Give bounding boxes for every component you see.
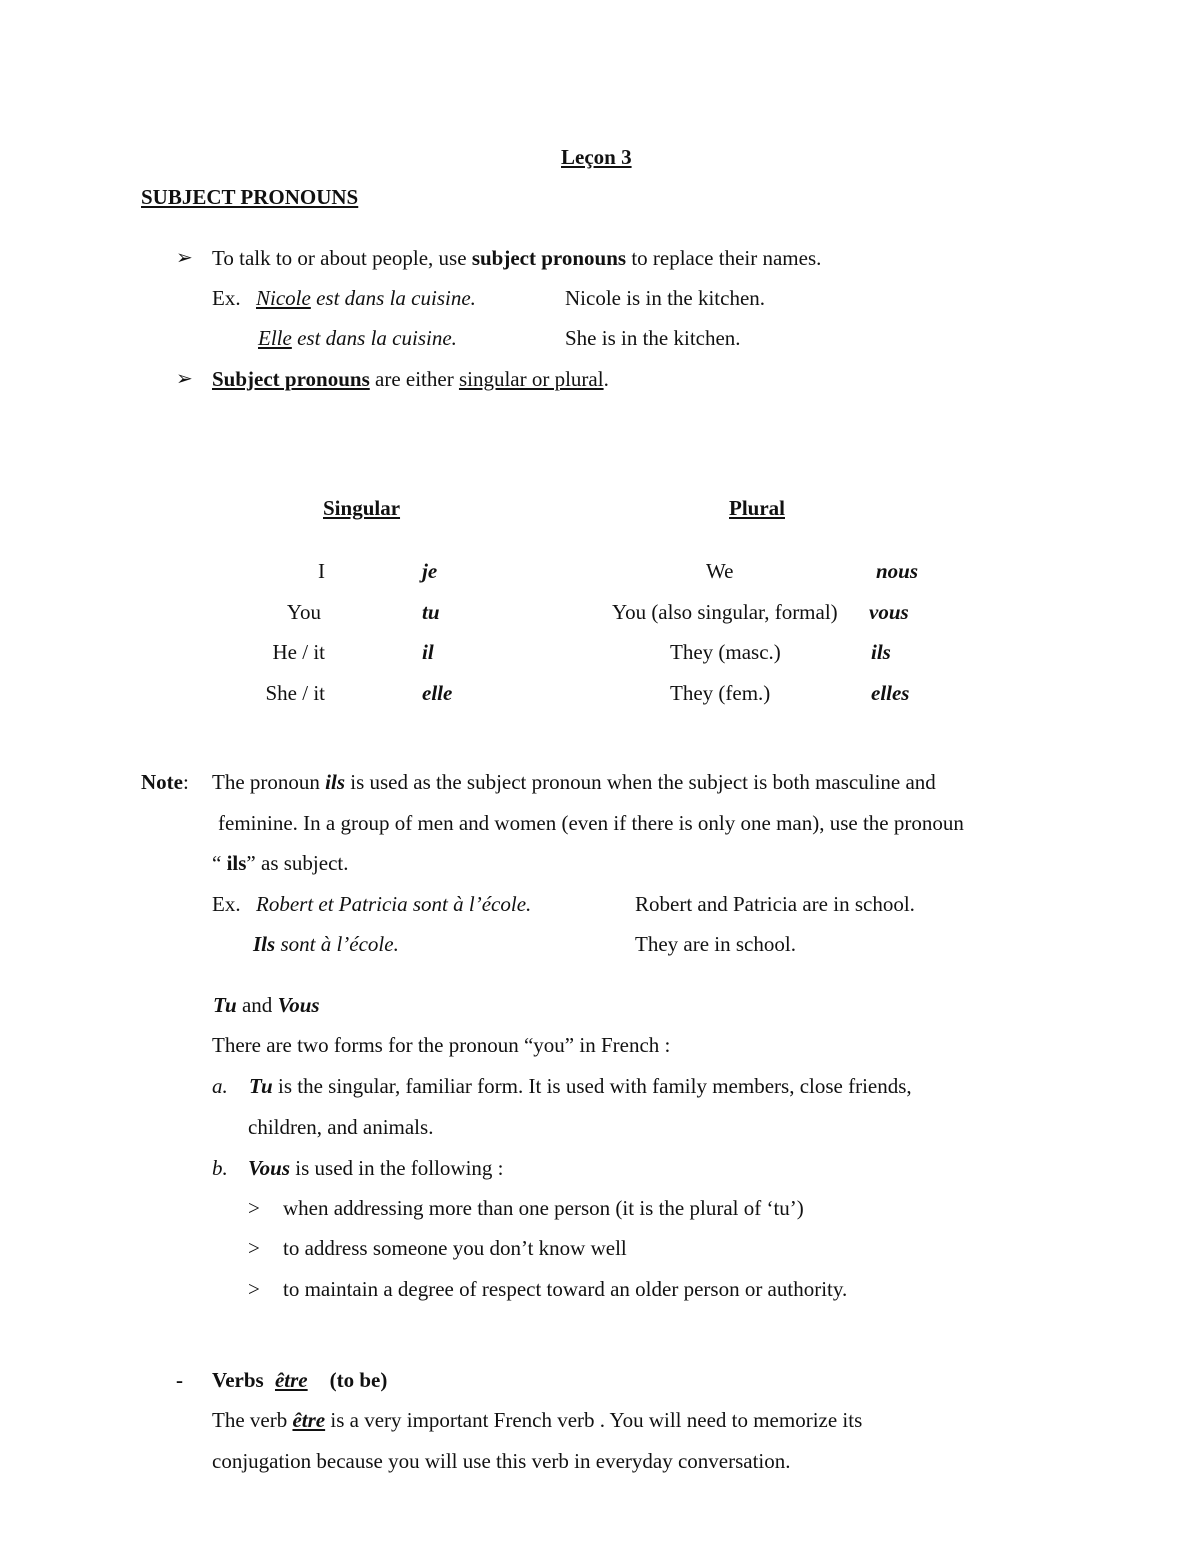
page-title: Leçon 3 [561,145,632,169]
singular-en-2: You [286,600,321,624]
section-heading: SUBJECT PRONOUNS [141,185,359,209]
singular-en-4: She / it [265,681,325,705]
example-fr-sentence-2: Elle est dans la cuisine. [258,326,457,350]
plural-fr-2: vous [869,600,909,624]
plural-fr-4: elles [871,681,910,705]
example-label: Ex. [212,892,241,916]
vous-use-marker: > [248,1196,260,1220]
list-item-a: Tu is the singular, familiar form. It is used with family members, close friends, [249,1074,912,1098]
dash-bullet: - [176,1368,183,1392]
list-item-a-continued: children, and animals. [248,1115,434,1139]
example-label: Ex. [212,286,241,310]
vous-use-marker: > [248,1277,260,1301]
singular-fr-1: je [422,559,438,583]
vous-use-item: to address someone you don’t know well [283,1236,627,1260]
verbs-line-2: conjugation because you will use this verb in everyday conversation. [212,1449,791,1473]
bullet-text-singular-plural: Subject pronouns are either singular or plural. [212,367,609,391]
plural-en-1: We [706,559,734,583]
verbs-line-1: The verb être is a very important French verb . You will need to memorize its [212,1408,863,1432]
plural-en-2: You (also singular, formal) [612,600,838,624]
plural-fr-1: nous [876,559,919,583]
plural-en-4: They (fem.) [670,681,771,705]
bullet-text-subject-pronouns: To talk to or about people, use subject pronouns to replace their names. [212,246,822,270]
arrow-bullet-icon: ➢ [176,368,193,390]
example-en-sentence-1: Nicole is in the kitchen. [565,286,766,310]
vous-use-item: to maintain a degree of respect toward an older person or authority. [283,1277,848,1301]
vous-use-marker: > [248,1236,260,1260]
verbs-heading: Verbs être (to be) [212,1368,388,1392]
singular-fr-4: elle [422,681,453,705]
vous-use-item: when addressing more than one person (it is the plural of ‘tu’) [283,1196,804,1220]
plural-header: Plural [729,496,785,520]
plural-en-3: They (masc.) [670,640,781,664]
plural-fr-3: ils [871,640,891,664]
singular-en-1: I [318,559,325,583]
note-example-fr-1: Robert et Patricia sont à l’école. [256,892,532,916]
singular-fr-3: il [422,640,434,664]
list-item-b: Vous is used in the following : [248,1156,504,1180]
note-example-en-2: They are in school. [635,932,796,956]
note-label: Note: [141,770,189,794]
singular-fr-2: tu [422,600,440,624]
singular-header: Singular [323,496,401,520]
tu-vous-intro: There are two forms for the pronoun “you” in French : [212,1033,671,1057]
note-line-1: The pronoun ils is used as the subject pronoun when the subject is both masculine and [212,770,936,794]
tu-vous-heading: Tu and Vous [213,993,320,1017]
note-line-3: “ ils” as subject. [212,851,349,875]
list-label-b: b. [212,1156,228,1180]
note-line-2: feminine. In a group of men and women (even if there is only one man), use the pronoun [218,811,964,835]
example-en-sentence-2: She is in the kitchen. [565,326,741,350]
note-example-fr-2: Ils sont à l’école. [253,932,399,956]
note-example-en-1: Robert and Patricia are in school. [635,892,915,916]
singular-en-3: He / it [272,640,325,664]
list-label-a: a. [212,1074,228,1098]
arrow-bullet-icon: ➢ [176,247,193,269]
example-fr-sentence-1: Nicole est dans la cuisine. [256,286,476,310]
